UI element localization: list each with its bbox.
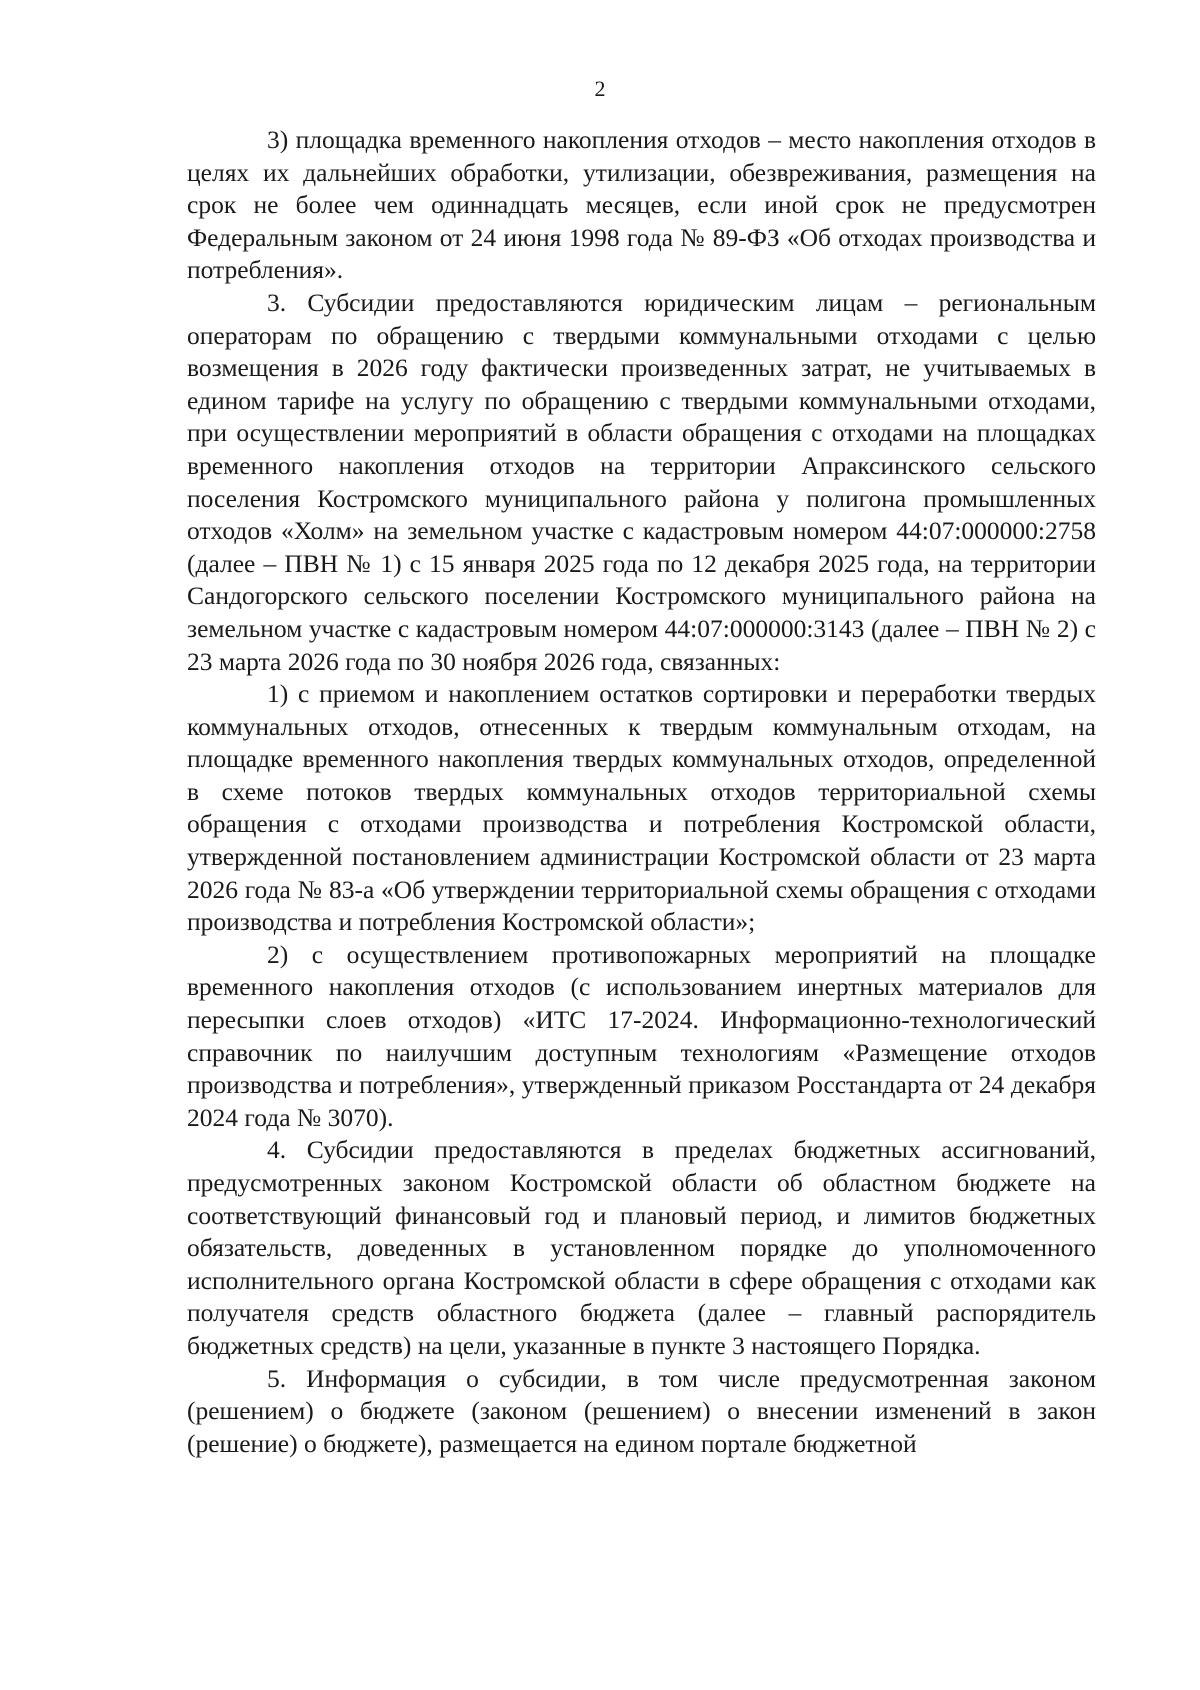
paragraph-item-3: 3. Субсидии предоставляются юридическим лицам – региональным операторам по обращению с твердыми коммунальными отходами с целью возмещения в 2026 году фактически произведенных затрат, не учитываемых в едином тарифе на услугу по обращению с твердыми коммунальными отходами, при осуществлении мероприятий в области обращения с отходами на площадках временного накопления отходов на территории Апраксинского сельского поселения Костромского муниципального района у полигона промышленных отходов «Холм» на земельном участке с кадастровым номером 44:07:000000:2758 (далее – ПВН № 1) с 15 января 2025 года по 12 декабря 2025 года, на территории Сандогорского сельского поселении Костромского муниципального района на земельном участке с кадастровым номером 44:07:000000:3143 (далее – ПВН № 2) с 23 марта 2026 года по 30 ноября 2026 года, связанных: [187,287,1096,676]
paragraph-subitem-1: 1) с приемом и накоплением остатков сортировки и переработки твердых коммунальных отходов, отнесенных к твердым коммунальным отходам, на площадке временного накопления твердых коммунальных отходов, определенной в схеме потоков твердых коммунальных отходов территориальной схемы обращения с отходами производства и потребления Костромской области, утвержденной постановлением администрации Костромской области от 23 марта 2026 года № 83-а «Об утверждении территориальной схемы обращения с отходами производства и потребления Костромской области»; [187,679,1096,937]
paragraph-subitem-2: 2) с осуществлением противопожарных мероприятий на площадке временного накопления отходов (с использованием инертных материалов для пересыпки слоев отходов) «ИТС 17-2024. Информационно-технологический справочник по наилучшим доступным технологиям «Размещение отходов производства и потребления», утвержденный приказом Росстандарта от 24 декабря 2024 года № 3070). [187,939,1096,1132]
page-number: 2 [594,76,606,101]
paragraph-item-4: 4. Субсидии предоставляются в пределах бюджетных ассигнований, предусмотренных законом Костромской области об областном бюджете на соответствующий финансовый год и плановый период, и лимитов бюджетных обязательств, доведенных в установленном порядке до уполномоченного исполнительного органа Костромской области в сфере обращения с отходами как получателя средств областного бюджета (далее – главный распорядитель бюджетных средств) на цели, указанные в пункте 3 настоящего Порядка. [187,1135,1096,1360]
paragraph-definition-3: 3) площадка временного накопления отходов – место накопления отходов в целях их дальнейших обработки, утилизации, обезвреживания, размещения на срок не более чем одиннадцать месяцев, если иной срок не предусмотрен Федеральным законом от 24 июня 1998 года № 89-ФЗ «Об отходах производства и потребления». [187,125,1096,285]
document-body [187,124,1096,1460]
paragraph-item-5: 5. Информация о субсидии, в том числе предусмотренная законом (решением) о бюджете (законом (решением) о внесении изменений в закон (решение) о бюджете), размещается на едином портале бюджетной [187,1363,1096,1458]
